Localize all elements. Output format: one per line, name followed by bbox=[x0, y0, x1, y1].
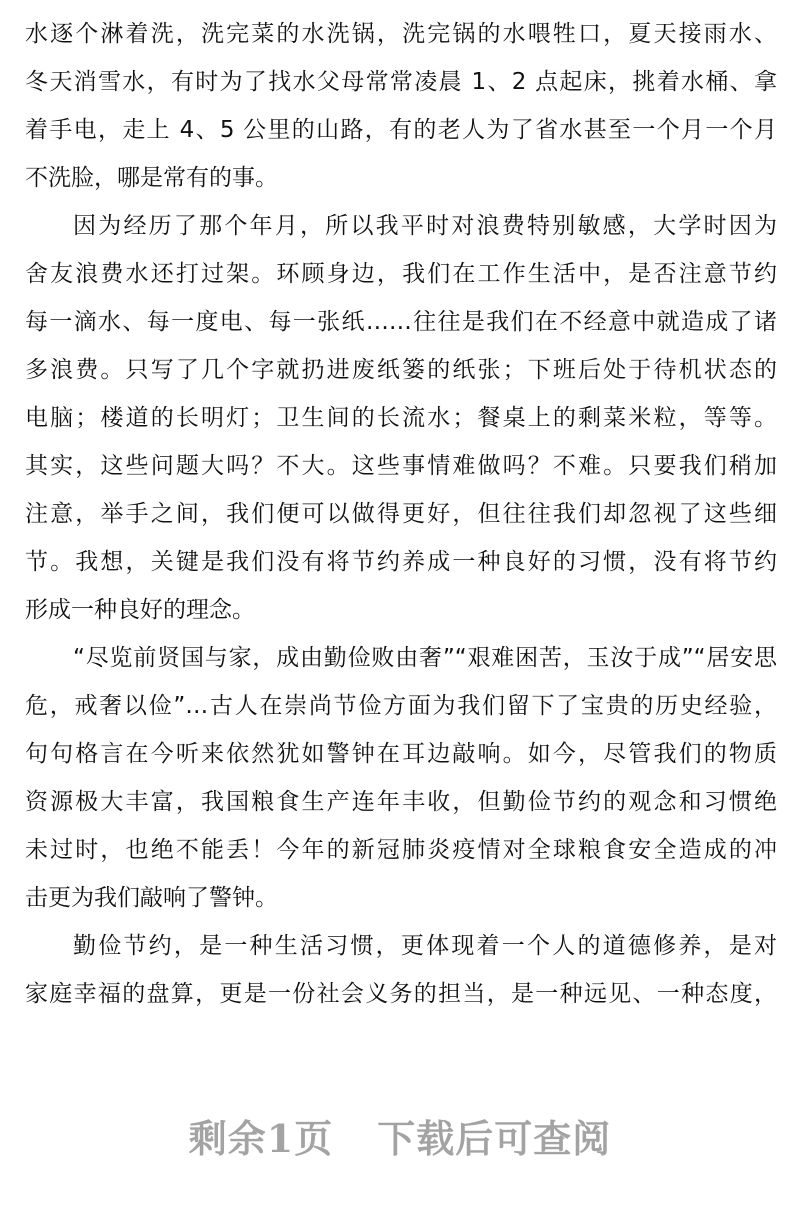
download-to-view-label[interactable]: 下载后可查阅 bbox=[377, 1116, 612, 1161]
text-line: 冬天消雪水，有时为了找水父母常常凌晨 1、2 点起床，挑着水桶、拿 bbox=[25, 69, 777, 95]
text-line: 水逐个淋着洗，洗完菜的水洗锅，洗完锅的水喂牲口，夏天接雨水、 bbox=[25, 21, 777, 47]
text-line: 未过时，也绝不能丢！今年的新冠肺炎疫情对全球粮食安全造成的冲 bbox=[25, 837, 777, 863]
document-body bbox=[25, 10, 777, 1018]
text-line: 形成一种良好的理念。 bbox=[25, 597, 255, 623]
paragraph-start-line: 因为经历了那个年月，所以我平时对浪费特别敏感，大学时因为 bbox=[73, 213, 777, 239]
text-line: 危，戒奢以俭”…古人在崇尚节俭方面为我们留下了宝贵的历史经验， bbox=[25, 693, 777, 719]
text-line: 击更为我们敲响了警钟。 bbox=[25, 885, 278, 911]
paragraph-start-line: “尽览前贤国与家，成由勤俭败由奢”“艰难困苦，玉汝于成”“居安思 bbox=[73, 645, 777, 671]
text-line: 每一滴水、每一度电、每一张纸……往往是我们在不经意中就造成了诸 bbox=[25, 309, 777, 335]
download-prompt[interactable] bbox=[0, 1108, 800, 1163]
text-line: 资源极大丰富，我国粮食生产连年丰收，但勤俭节约的观念和习惯绝 bbox=[25, 789, 777, 815]
text-line: 电脑；楼道的长明灯；卫生间的长流水；餐桌上的剩菜米粒，等等。 bbox=[25, 405, 777, 431]
text-line: 不洗脸，哪是常有的事。 bbox=[25, 165, 278, 191]
remaining-pages-label: 剩余1页 bbox=[188, 1116, 334, 1161]
text-line: 舍友浪费水还打过架。环顾身边，我们在工作生活中，是否注意节约 bbox=[25, 261, 777, 287]
text-line: 家庭幸福的盘算，更是一份社会义务的担当，是一种远见、一种态度， bbox=[25, 981, 777, 1007]
paragraph-start-line: 勤俭节约，是一种生活习惯，更体现着一个人的道德修养，是对 bbox=[73, 933, 777, 959]
text-line: 节。我想，关键是我们没有将节约养成一种良好的习惯，没有将节约 bbox=[25, 549, 777, 575]
text-line: 着手电，走上 4、5 公里的山路，有的老人为了省水甚至一个月一个月 bbox=[25, 117, 777, 143]
text-line: 多浪费。只写了几个字就扔进废纸篓的纸张；下班后处于待机状态的 bbox=[25, 357, 777, 383]
text-line: 其实，这些问题大吗？不大。这些事情难做吗？不难。只要我们稍加 bbox=[25, 453, 777, 479]
text-line: 注意，举手之间，我们便可以做得更好，但往往我们却忽视了这些细 bbox=[25, 501, 777, 527]
text-line: 句句格言在今听来依然犹如警钟在耳边敲响。如今，尽管我们的物质 bbox=[25, 741, 777, 767]
